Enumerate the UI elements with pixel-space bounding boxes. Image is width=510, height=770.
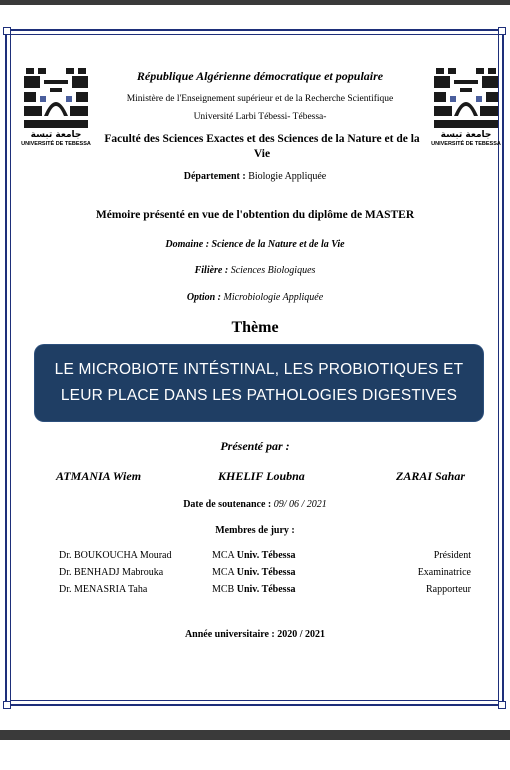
theme-title-line1: LE MICROBIOTE INTÉSTINAL, LES PROBIOTIQUES ET <box>54 361 464 378</box>
filiere-label: Filière : <box>194 265 229 276</box>
department-value: Biologie Appliquée <box>245 171 327 182</box>
jury-member-univ: Univ. Tébessa <box>236 584 296 595</box>
university-name: Université Larbi Tébessi- Tébessa- <box>193 112 327 122</box>
option-value: Microbiologie Appliquée <box>220 292 324 303</box>
domain-line: Domaine : Science de la Nature et de la Vie <box>165 239 345 250</box>
ministry-name: Ministère de l'Enseignement supérieur et de la Recherche Scientifique <box>126 94 394 104</box>
memoire-title: Mémoire présenté en vue de l'obtention du diplôme de MASTER <box>95 209 415 221</box>
top-bar <box>0 0 510 5</box>
jury-member-role: Président <box>433 550 471 561</box>
jury-member-role: Examinatrice <box>417 567 471 578</box>
faculty-name: Faculté des Sciences Exactes et des Sciences de la Nature et de la Vie <box>104 133 420 160</box>
academic-year: Année universitaire : 2020 / 2021 <box>184 629 326 640</box>
jury-member-univ: Univ. Tébessa <box>236 567 296 578</box>
republic-title: République Algérienne démocratique et populaire <box>136 69 384 83</box>
bottom-bar <box>0 730 510 740</box>
jury-member-affiliation <box>212 566 295 579</box>
logo-caption-arabic: جامعة تبسة <box>30 130 82 140</box>
jury-member-univ: Univ. Tébessa <box>236 550 296 561</box>
student-name: ZARAI Sahar <box>396 469 466 483</box>
student-name: ATMANIA Wiem <box>56 469 142 483</box>
border-corner <box>3 27 11 35</box>
logo-caption-latin: UNIVERSITÉ DE TEBESSA <box>21 141 91 147</box>
jury-member-name: Dr. BOUKOUCHA Mourad <box>59 550 172 561</box>
university-logo-left <box>20 66 92 150</box>
jury-title: Membres de jury : <box>215 525 295 536</box>
border-corner <box>498 701 506 709</box>
jury-member-affiliation <box>212 549 295 562</box>
jury-member-name: Dr. MENASRIA Taha <box>59 584 148 595</box>
option-line <box>0 291 510 304</box>
department-line <box>0 170 510 183</box>
theme-box <box>35 345 483 421</box>
department-label: Département : <box>183 171 246 182</box>
jury-member-grade: MCA <box>212 567 235 578</box>
student-name: KHELIF Loubna <box>218 469 305 483</box>
option-label: Option : <box>186 292 221 303</box>
defense-date-label: Date de soutenance : <box>183 499 272 510</box>
jury-member-grade: MCB <box>212 584 235 595</box>
logo-caption-arabic: جامعة تبسة <box>440 130 492 140</box>
border-corner <box>3 701 11 709</box>
filiere-value: Sciences Biologiques <box>228 265 316 276</box>
defense-date-line <box>0 498 510 511</box>
jury-member-affiliation <box>212 583 295 596</box>
theme-title <box>35 357 483 409</box>
university-logo-right <box>430 66 502 150</box>
theme-heading: Thème <box>231 319 279 336</box>
jury-member-role: Rapporteur <box>426 584 471 595</box>
jury-member-grade: MCA <box>212 550 235 561</box>
border-corner <box>498 27 506 35</box>
jury-member-name: Dr. BENHADJ Mabrouka <box>59 567 164 578</box>
defense-date-value: 09/ 06 / 2021 <box>271 499 327 510</box>
filiere-line <box>0 264 510 277</box>
presented-by-label: Présenté par : <box>220 439 290 453</box>
logo-caption-latin: UNIVERSITÉ DE TEBESSA <box>431 141 501 147</box>
theme-title-line2: LEUR PLACE DANS LES PATHOLOGIES DIGESTIVES <box>60 387 458 404</box>
